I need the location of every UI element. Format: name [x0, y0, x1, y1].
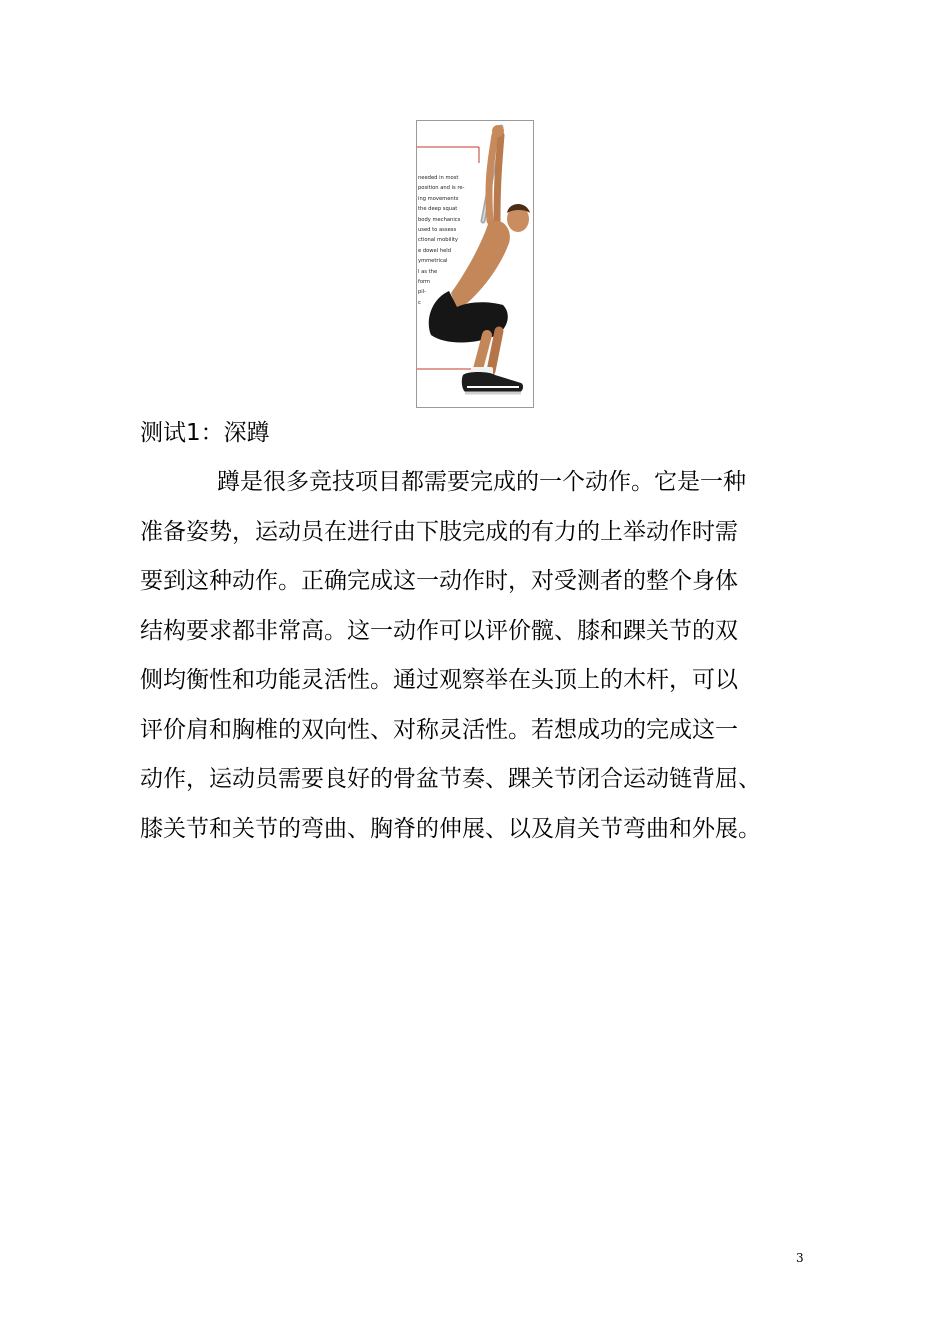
hands [492, 125, 504, 137]
overlay-line: c [418, 299, 421, 306]
overlay-line: l as the [418, 268, 438, 275]
overlay-line: form [418, 278, 431, 285]
body-paragraph [140, 464, 820, 860]
page-number: 3 [796, 1251, 804, 1265]
paragraph-line: 准备姿势，运动员在进行由下肢完成的有力的上举动作时需 [140, 518, 738, 545]
paragraph-line: 要到这种动作。正确完成这一动作时，对受测者的整个身体 [140, 568, 738, 594]
overlay-line: body mechanics [418, 216, 461, 223]
paragraph-line: 结构要求都非常高。这一动作可以评价髋、膝和踝关节的双 [140, 617, 738, 644]
overlay-line: used to assess [418, 226, 457, 233]
paragraph-line: 蹲是很多竞技项目都需要完成的一个动作。它是一种 [217, 469, 746, 495]
overlay-line: pil- [418, 289, 427, 296]
paragraph-line: 评价肩和胸椎的双向性、对称灵活性。若想成功的完成这一 [140, 716, 738, 743]
overlay-line: ing movements [418, 195, 459, 202]
shoes [462, 372, 523, 393]
overlay-line: ymmetrical [418, 258, 448, 265]
right-arm [497, 135, 501, 221]
overlay-line: the deep squat [418, 206, 458, 213]
section-title: 测试1：深蹲 [140, 420, 270, 446]
overlay-line: ctional mobility [418, 237, 459, 244]
deep-squat-photo [416, 120, 534, 408]
paragraph-line: 动作，运动员需要良好的骨盆节奏、踝关节闭合运动链背屈、 [140, 766, 761, 792]
paragraph-line: 侧均衡性和功能灵活性。通过观察举在头顶上的木杆，可以 [140, 667, 738, 693]
overlay-line: position and is re- [418, 185, 465, 192]
photo-overlay-text [418, 173, 480, 308]
overlay-line: e dowel held [418, 247, 452, 254]
paragraph-line: 膝关节和关节的弯曲、胸脊的伸展、以及肩关节弯曲和外展。 [140, 815, 761, 842]
overlay-line: needed in most [418, 175, 459, 181]
